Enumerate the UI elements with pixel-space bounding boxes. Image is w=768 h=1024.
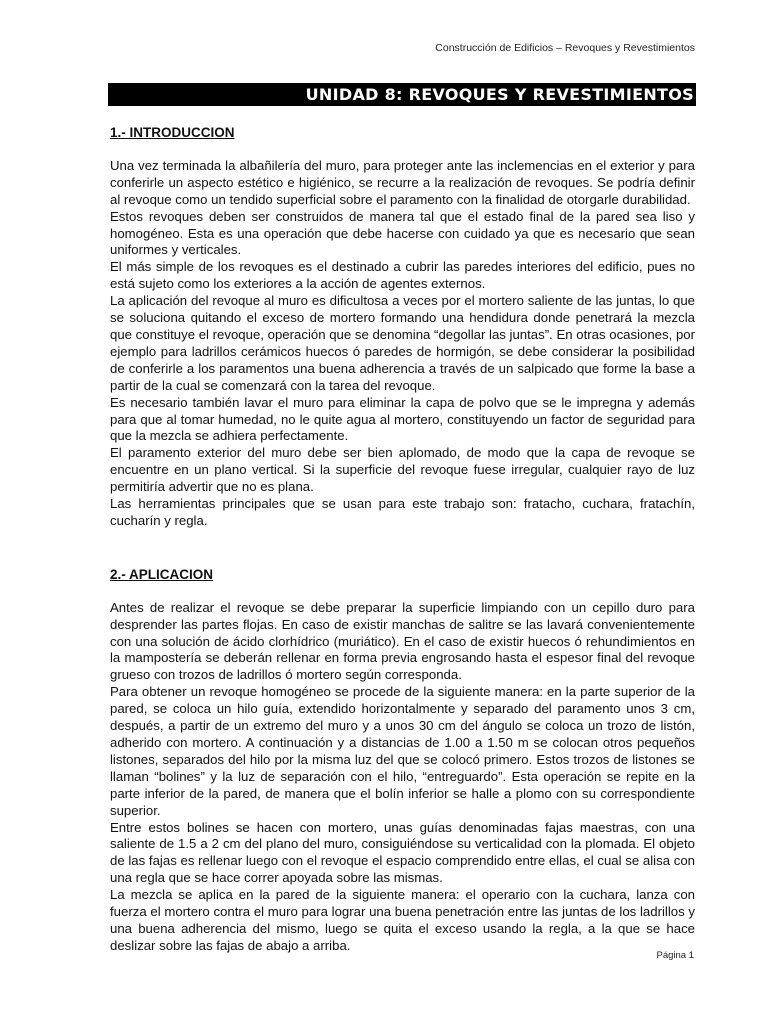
- paragraph: El más simple de los revoques es el destinado a cubrir las paredes interiores del edificio, pues no está sujeto como los exteriores a la acción de agentes externos.: [110, 259, 695, 292]
- paragraph: Las herramientas principales que se usan para este trabajo son: fratacho, cuchara, fratachín, cucharín y regla.: [110, 496, 695, 528]
- paragraph: Para obtener un revoque homogéneo se procede de la siguiente manera: en la parte superior de la pared, se coloca un hilo guía, extendido horizontalmente y separado del paramento unos 3 cm, después, a partir de un extremo del muro y a unos 30 cm del ángulo se coloca un trozo de listón, adherido con mortero. A continuación y a distancias de 1.00 a 1.50 m se colocan otros pequeños listones, separados del hilo por la misma luz del que se colocó primero. Estos trozos de listones se llaman “bolines” y la luz de separación con el hilo, “entreguardo”. Esta operación se repite en la parte inferior de la pared, de manera que el bolín inferior se halle a plomo con su correspondiente superior.: [110, 684, 695, 818]
- paragraph: La mezcla se aplica en la pared de la siguiente manera: el operario con la cuchara, lanza con fuerza el mortero contra el muro para lograr una buena penetración entre las juntas de los ladrillos y una buena adherencia del mismo, luego se quita el exceso usando la regla, a la que se hace deslizar sobre las fajas de abajo a arriba.: [110, 887, 695, 953]
- paragraph: El paramento exterior del muro debe ser bien aplomado, de modo que la capa de revoque se encuentre en un plano vertical. Si la superficie del revoque fuese irregular, cualquier rayo de luz permitiría advertir que no es plana.: [110, 445, 695, 495]
- paragraph: Estos revoques deben ser construidos de manera tal que el estado final de la pared sea liso y homogéneo. Esta es una operación que debe hacerse con cuidado ya que es necesario que sean uniformes y verticales.: [110, 208, 695, 258]
- section-title-introduccion: 1.- INTRODUCCION: [110, 125, 235, 140]
- paragraph: La aplicación del revoque al muro es dificultosa a veces por el mortero saliente de las juntas, lo que se soluciona quitando el exceso de mortero formando una hendidura donde penetrará la mezcla que constituye el revoque, operación que se denomina “degollar las juntas”. En otras ocasiones, por ejemplo para ladrillos cerámicos huecos ó paredes de hormigón, se debe considerar la posibilidad de conferirle a los paramentos una buena adherencia a través de un salpicado que forme la base a partir de la cual se comenzará con la tarea del revoque.: [110, 293, 696, 393]
- paragraph: Una vez terminada la albañilería del muro, para proteger ante las inclemencias en el exterior y para conferirle un aspecto estético e higiénico, se recurre a la realización de revoques. Se podría definir al revoque como un tendido superficial sobre el paramento con la finalidad de otorgarle durabilidad.: [110, 157, 695, 207]
- running-header: Construcción de Edificios – Revoques y Revestimientos: [435, 42, 695, 54]
- page-number: Página 1: [656, 950, 694, 961]
- unit-title: UNIDAD 8: REVOQUES Y REVESTIMIENTOS: [108, 83, 696, 106]
- document-body: [110, 125, 695, 955]
- section-title-aplicacion: 2.- APLICACION: [110, 566, 214, 582]
- paragraph: Entre estos bolines se hacen con mortero, unas guías denominadas fajas maestras, con una saliente de 1.5 a 2 cm del plano del muro, consiguiéndose su verticalidad con la plomada. El objeto de las fajas es rellenar luego con el revoque el espacio comprendido entre ellas, el cual se alisa con una regla que se hace correr apoyada sobre las mismas.: [110, 819, 695, 886]
- paragraph: Es necesario también lavar el muro para eliminar la capa de polvo que se le impregna y además para que al tomar humedad, no le quite agua al mortero, constituyendo un factor de seguridad para que la mezcla se adhiera perfectamente.: [110, 394, 695, 444]
- paragraph: Antes de realizar el revoque se debe preparar la superficie limpiando con un cepillo duro para desprender las partes flojas. En caso de existir manchas de salitre se las lavará convenientemente con una solución de ácido clorhídrico (muriático). En el caso de existir huecos ó rehundimientos en la mampostería se deberán rellenar en forma previa engrosando hasta el espesor final del revoque grueso con trozos de ladrillos ó mortero según corresponda.: [110, 599, 695, 683]
